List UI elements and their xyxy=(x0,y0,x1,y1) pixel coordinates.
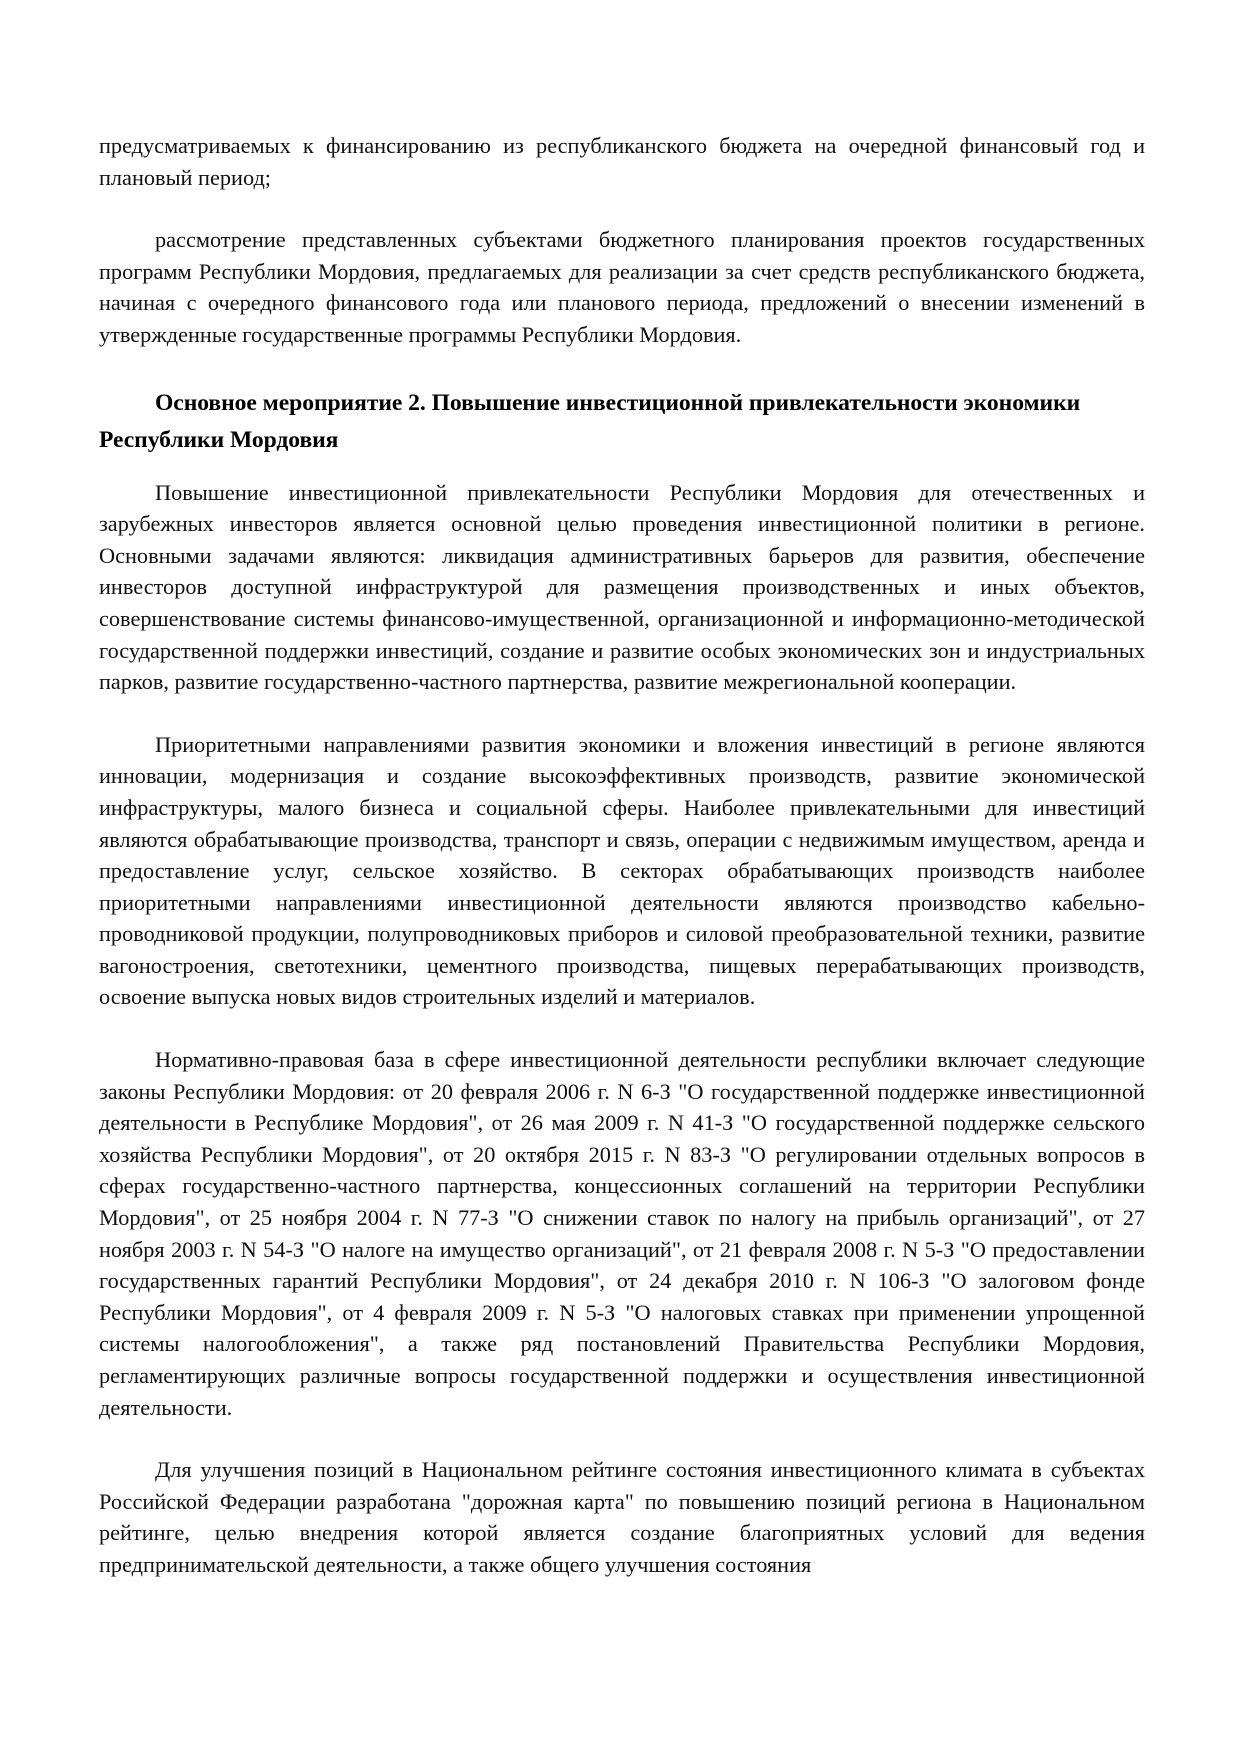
paragraph-continuation: предусматриваемых к финансированию из республиканского бюджета на очередной финансовый год и плановый период; xyxy=(99,133,1145,190)
paragraph-priority-directions: Приоритетными направлениями развития экономики и вложения инвестиций в регионе являются инновации, модернизация и создание высокоэффективных производств, развитие экономической инфраструктуры, малого бизнеса и социальной сферы. Наиболее привлекательными для инвестиций являются обрабатывающие производства, транспорт и связь, операции с недвижимым имуществом, аренда и предоставление услуг, сельское хозяйство. В секторах обрабатывающих производств наиболее приоритетными направлениями инвестиционной деятельности являются производство кабельно-проводниковой продукции, полупроводниковых приборов и силовой преобразовательной техники, развитие вагоностроения, светотехники, цементного производства, пищевых перерабатывающих производств, освоение выпуска новых видов строительных изделий и материалов. xyxy=(99,731,1145,1010)
paragraph-budget-review: рассмотрение представленных субъектами бюджетного планирования проектов государственных программ Республики Мордовия, предлагаемых для реализации за счет средств республиканского бюджета, начиная с очередного финансового года или планового периода, предложений о внесении изменений в утвержденные государственные программы Республики Мордовия. xyxy=(99,227,1145,347)
paragraph-investment-attractiveness: Повышение инвестиционной привлекательности Республики Мордовия для отечественных и зарубежных инвесторов является основной целью проведения инвестиционной политики в регионе. Основными задачами являются: ликвидация административных барьеров для развития, обеспечение инвесторов доступной инфраструктурой для размещения производственных и иных объектов, совершенствование системы финансово-имущественной, организационной и информационно-методической государственной поддержки инвестиций, создание и развитие особых экономических зон и индустриальных парков, развитие государственно-частного партнерства, развитие межрегиональной кооперации. xyxy=(99,479,1145,695)
paragraph-national-rating-roadmap: Для улучшения позиций в Национальном рейтинге состояния инвестиционного климата в субъектах Российской Федерации разработана "дорожная карта" по повышению позиций региона в Национальном рейтинге, целью внедрения которой является создание благоприятных условий для ведения предпринимательской деятельности, а также общего улучшения состояния xyxy=(99,1457,1145,1577)
paragraph-legal-framework: Нормативно-правовая база в сфере инвестиционной деятельности республики включает следующие законы Республики Мордовия: от 20 февраля 2006 г. N 6-З "О государственной поддержке инвестиционной деятельности в Республике Мордовия", от 26 мая 2009 г. N 41-З "О государственной поддержке сельского хозяйства Республики Мордовия", от 20 октября 2015 г. N 83-З "О регулировании отдельных вопросов в сферах государственно-частного партнерства, концессионных соглашений на территории Республики Мордовия", от 25 ноября 2004 г. N 77-З "О снижении ставок по налогу на прибыль организаций", от 27 ноября 2003 г. N 54-З "О налоге на имущество организаций", от 21 февраля 2008 г. N 5-З "О предоставлении государственных гарантий Республики Мордовия", от 24 декабря 2010 г. N 106-З "О залоговом фонде Республики Мордовия", от 4 февраля 2009 г. N 5-З "О налоговых ставках при применении упрощенной системы налогообложения", а также ряд постановлений Правительства Республики Мордовия, регламентирующих различные вопросы государственной поддержки и осуществления инвестиционной деятельности. xyxy=(99,1047,1145,1420)
document-body xyxy=(99,130,1145,1581)
section-heading-main-activity-2: Основное мероприятие 2. Повышение инвестиционной привлекательности экономики Республики Мордовия xyxy=(99,389,1081,453)
heading-spacer xyxy=(99,459,1145,477)
